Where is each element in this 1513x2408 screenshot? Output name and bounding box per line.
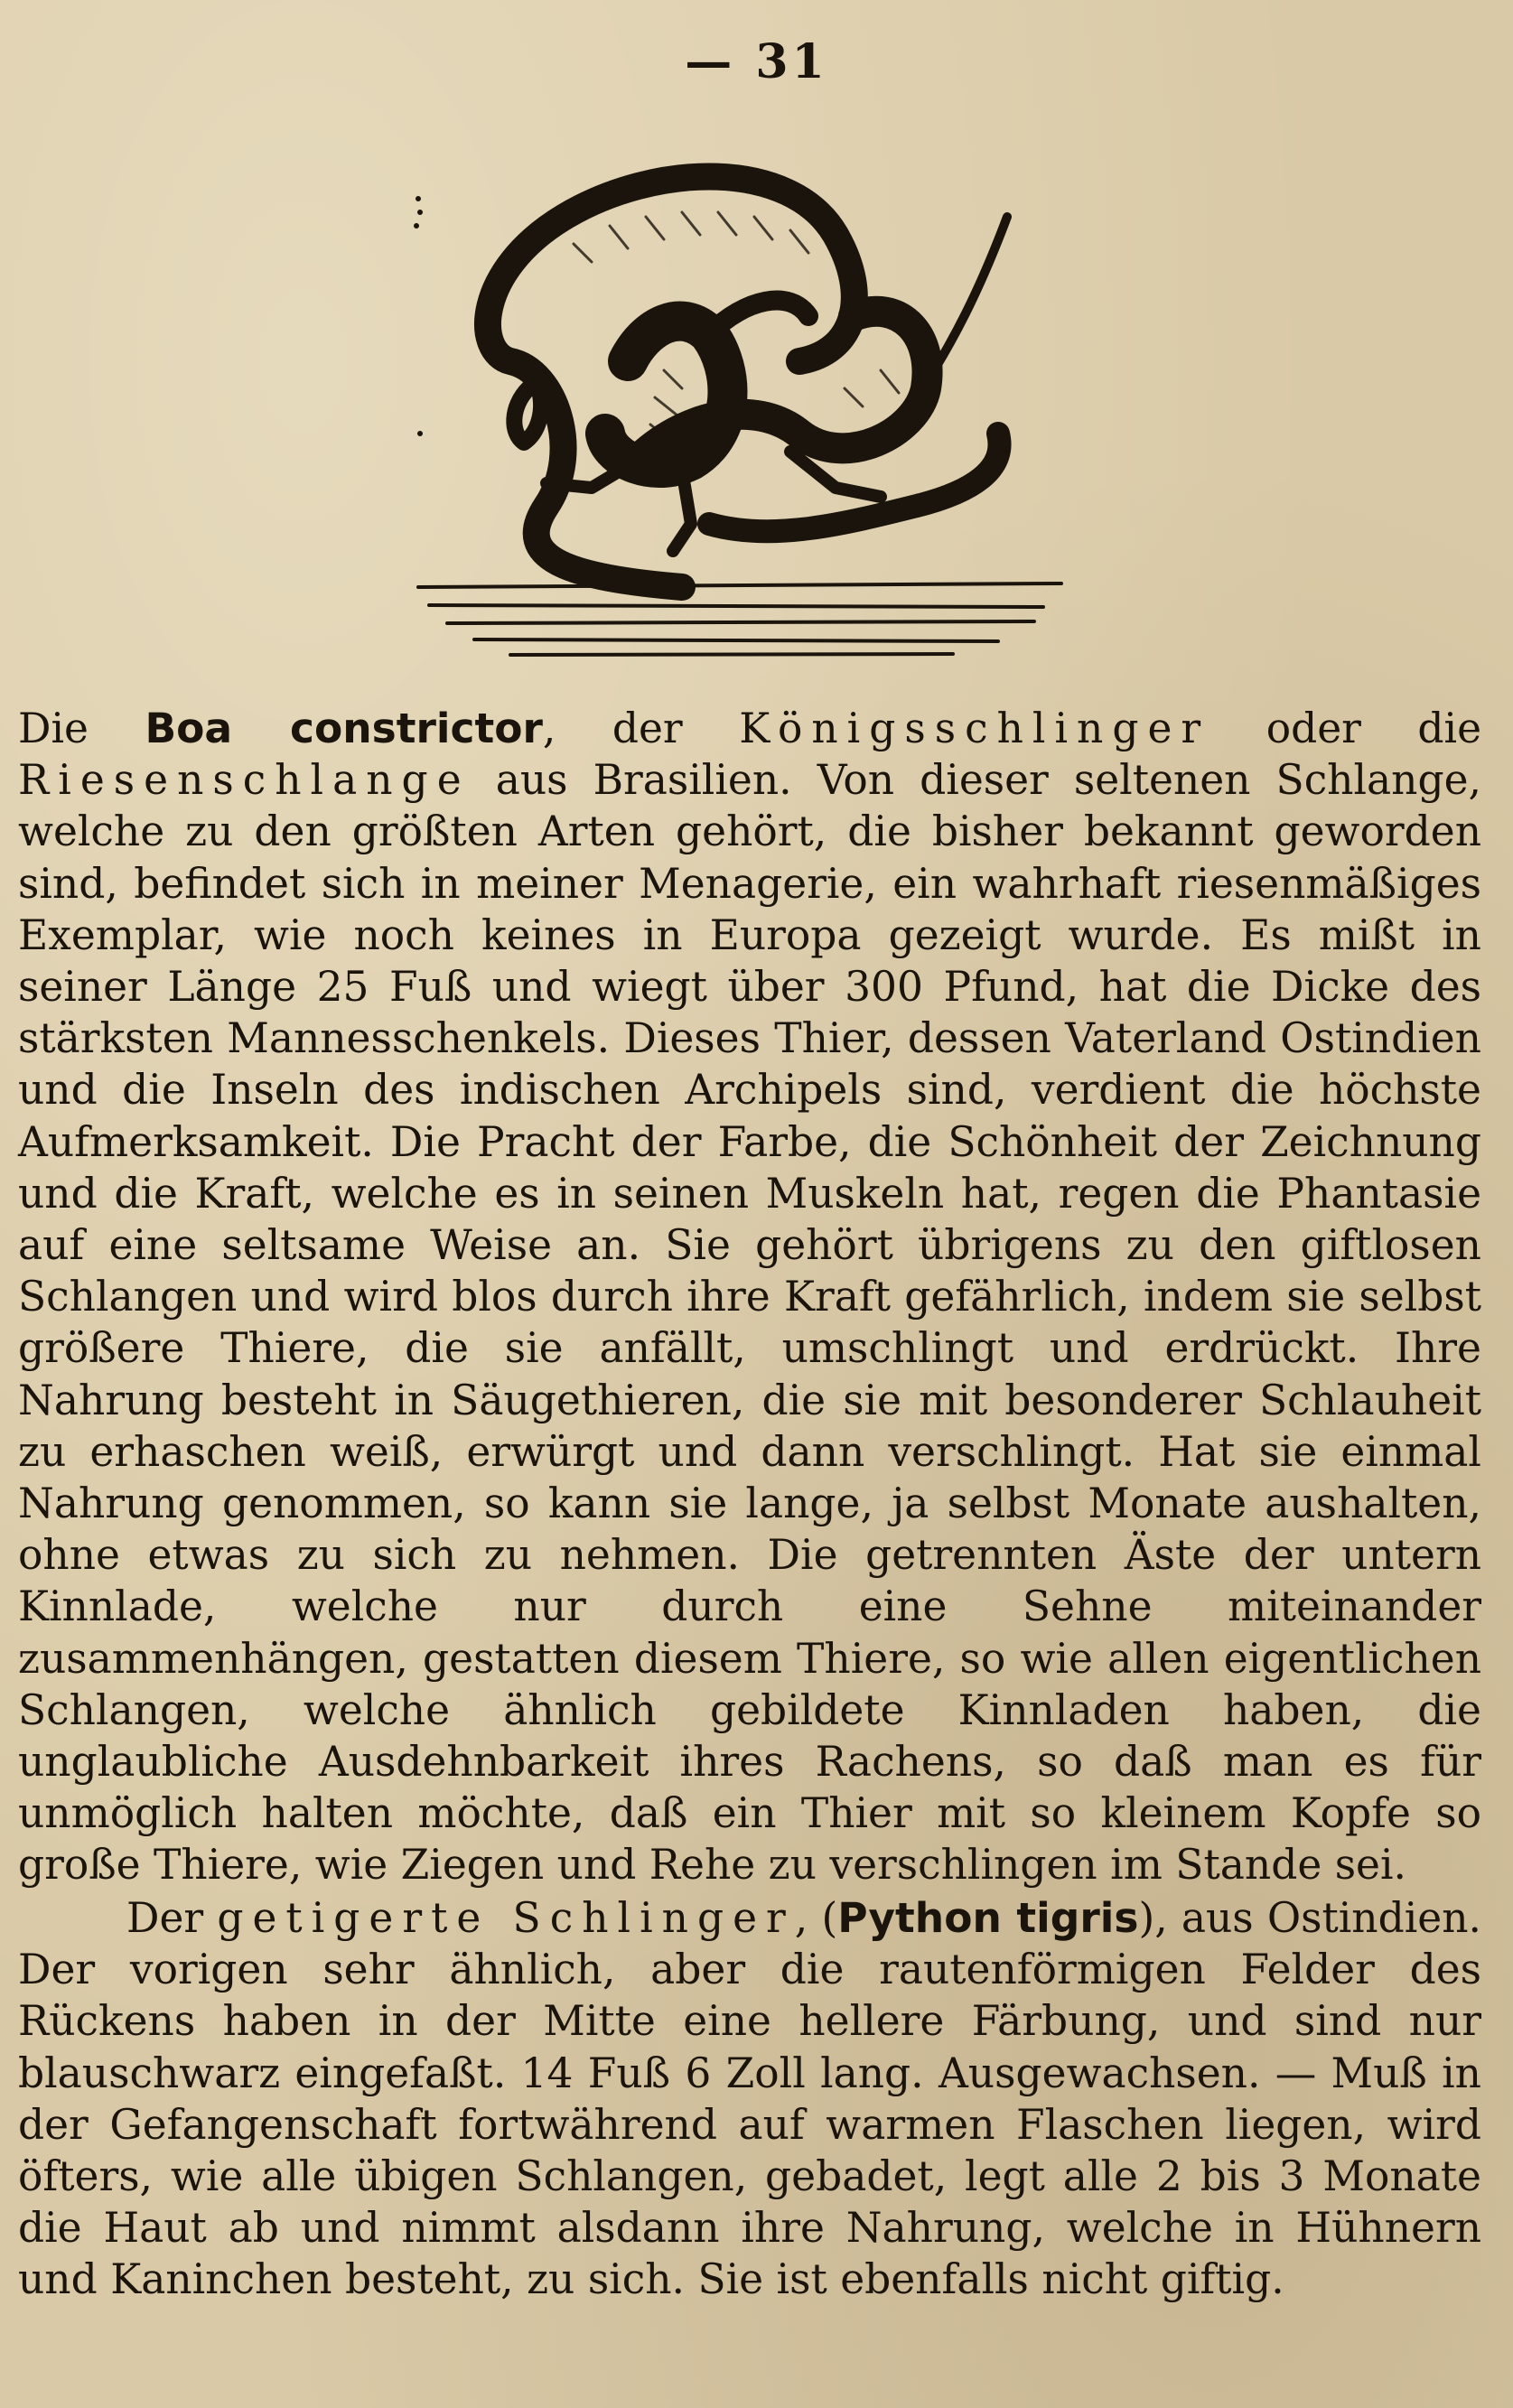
- page-number: — 31: [685, 34, 828, 89]
- common-name-koenigsschlinger: Königsschlinger: [739, 705, 1210, 752]
- paragraph-boa-constrictor: Die Boa constrictor, der Königsschlinger oder die Riesenschlange aus Brasilien. Von dieser seltenen Schlange, welche zu den größten Arten gehört, die bisher bekannt geworden sind, befindet sich in meiner Menagerie, ein wahrhaft riesenmäßiges Exemplar, wie noch keines in Europa gezeigt wurde. Es mißt in seiner Länge 25 Fuß und wiegt über 300 Pfund, hat die Dicke des stärksten Mannesschenkels. Dieses Thier, dessen Vaterland Ostindien und die Inseln des indischen Archipels sind, verdient die höchste Aufmerksamkeit. Die Pracht der Farbe, die Schönheit der Zeichnung und die Kraft, welche es in seinen Muskeln hat, regen die Phantasie auf eine seltsame Weise an. Sie gehört übrigens zu den giftlosen Schlangen und wird blos durch ihre Kraft gefährlich, indem sie selbst größere Thiere, die sie anfällt, umschlingt und erdrückt. Ihre Nahrung besteht in Säugethieren, die sie mit besonderer Schlauheit zu erhaschen weiß, erwürgt und dann verschlingt. Hat sie einmal Nahrung genommen, so kann sie lange, ja selbst Monate aushalten, ohne etwas zu sich zu nehmen. Die getrennten Äste der untern Kinnlade, welche nur durch eine Sehne miteinander zusammenhängen, gestatten diesem Thiere, so wie allen eigentlichen Schlangen, welche ähnlich gebildete Kinnladen haben, die unglaubliche Ausdehnbarkeit ihres Rachens, so daß man es für unmöglich halten möchte, daß ein Thier mit so kleinem Kopfe so große Thiere, wie Ziegen und Rehe zu verschlingen im Stande sei.: [18, 705, 1481, 1890]
- paragraph-python-tigris: Der getigerte Schlinger, (Python tigris), aus Ostindien. Der vorigen sehr ähnlich, aber die rautenförmigen Felder des Rückens haben in der Mitte eine hellere Färbung, und sind nur blauschwarz eingefaßt. 14 Fuß 6 Zoll lang. Ausgewachsen. — Muß in der Gefangenschaft fortwährend auf warmen Flaschen liegen, wird öfters, wie alle übigen Schlangen, gebadet, legt alle 2 bis 3 Monate die Haut ab und nimmt alsdann ihre Nahrung, welche in Hühnern und Kaninchen besteht, zu sich. Sie ist ebenfalls nicht giftig.: [18, 1894, 1481, 2304]
- latin-name-python: Python tigris: [837, 1894, 1139, 1942]
- boa-constrictor-woodcut: [411, 163, 1079, 677]
- ground-hatching: [418, 583, 1061, 655]
- snake-head: [514, 384, 541, 443]
- snake-tail: [917, 217, 1007, 397]
- common-name-riesenschlange: Riesenschlange: [18, 756, 471, 805]
- common-name-getigerter-schlinger: getigerte Schlinger: [217, 1894, 795, 1942]
- latin-name-boa: Boa constrictor: [145, 705, 543, 752]
